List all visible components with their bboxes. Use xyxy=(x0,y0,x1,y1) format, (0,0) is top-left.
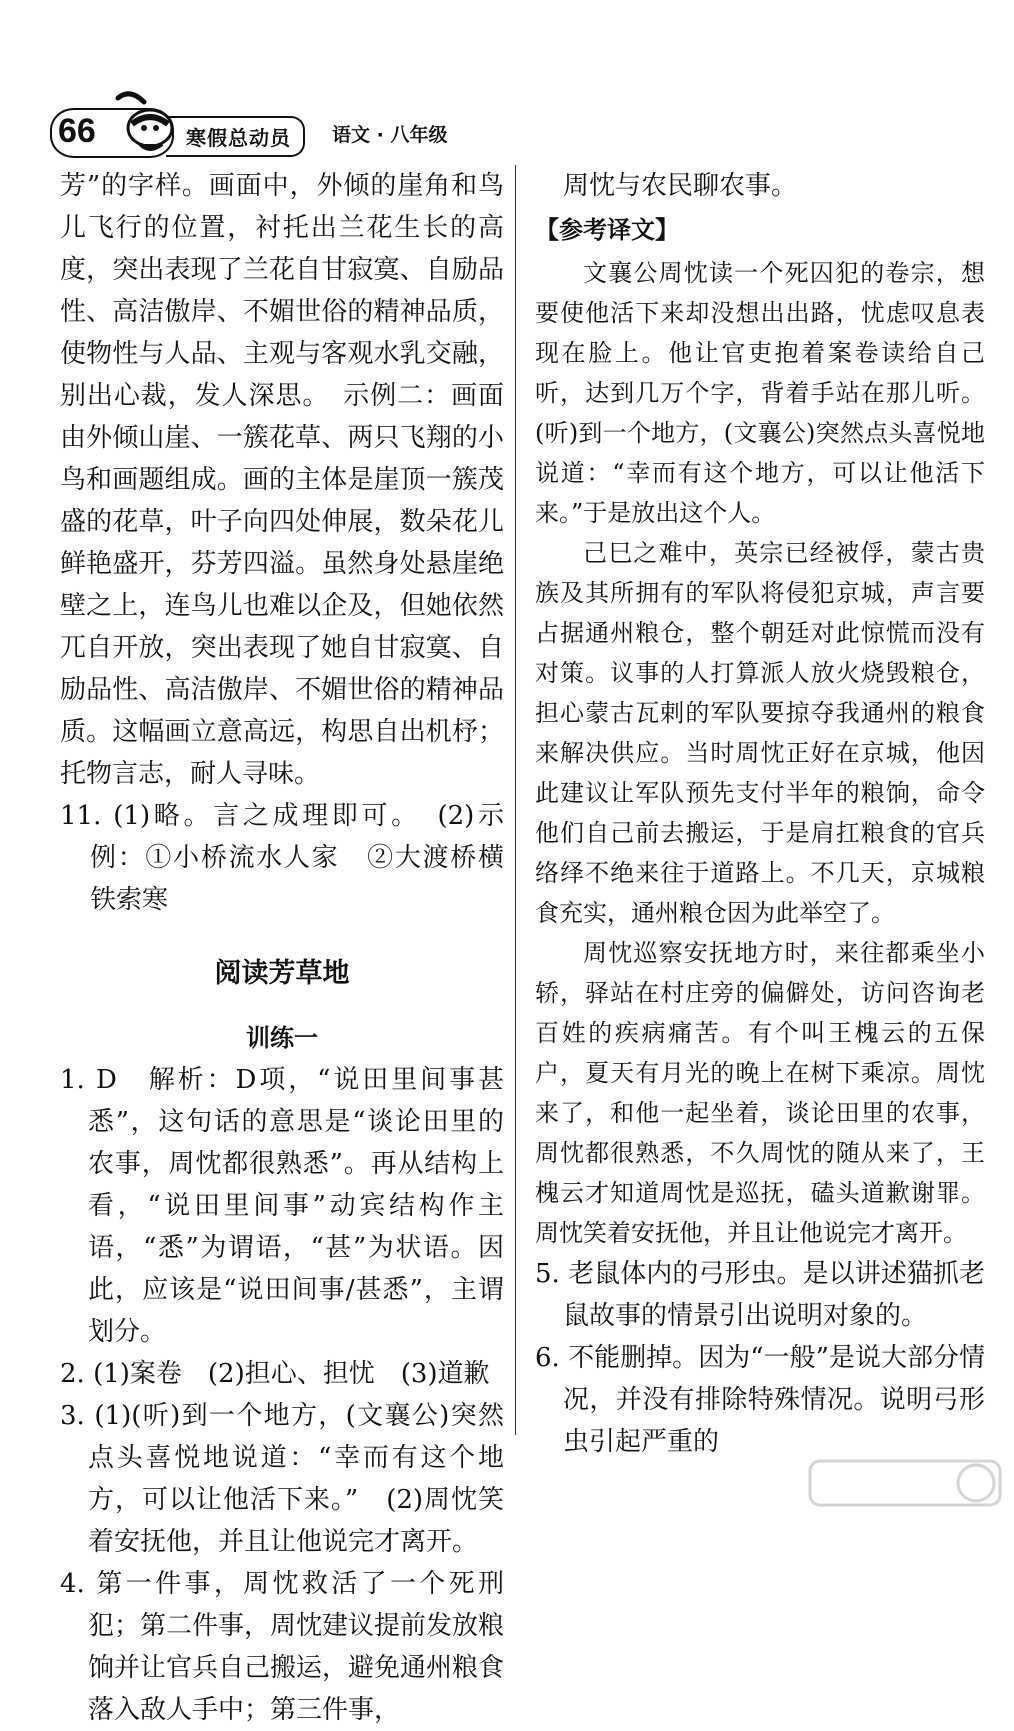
translation-paragraph-3: 周忱巡察安抚地方时，来往都乘坐小轿，驿站在村庄旁的偏僻处，访问咨询老百姓的疾病痛苦。有个叫王槐云的五保户，夏天有月光的晚上在树下乘凉。周忱来了，和他一起坐着，谈论田里的农事，周忱都很熟悉，不久周忱的随从来了，王槐云才知道周忱是巡抚，磕头道歉谢罪。周忱笑着安抚他，并且让他说完才离开。 xyxy=(535,939,985,1247)
sub-title: 训练一 xyxy=(246,1024,318,1052)
translation-paragraph-2: 己巳之难中，英宗已经被俘，蒙古贵族及其所拥有的军队将侵犯京城，声言要占据通州粮仓，整个朝廷对此惊慌而没有对策。议事的人打算派人放火烧毁粮仓，担心蒙古瓦剌的军队要掠夺我通州的粮食来解决供应。当时周忱正好在京城，他因此建议让军队预先支付半年的粮饷，命令他们自己前去搬运，于是肩扛粮食的官兵络绎不绝来往于道路上。不几天，京城粮食充实，通州粮仓因为此举空了。 xyxy=(535,539,985,927)
answer-6: 6. 不能删掉。因为“一般”是说大部分情况，并没有排除特殊情况。说明弓形虫引起严重的 xyxy=(535,1343,985,1457)
page-header xyxy=(0,0,1014,160)
book-title: 寒假总动员 xyxy=(166,116,305,157)
right-column xyxy=(535,165,985,1463)
reference-translation-heading: 【参考译文】 xyxy=(535,216,679,244)
answer-1: 1. D 解析：D项，“说田里间事甚悉”，这句话的意思是“谈论田里的农事，周忱都很熟悉”。再从结构上看，“说田里间事”动宾结构作主语，“悉”为谓语，“甚”为状语。因此，应该是“说田间事/甚悉”，主谓划分。 xyxy=(60,1065,504,1347)
column-divider xyxy=(515,165,516,1435)
left-column xyxy=(60,165,504,1731)
answer-4-continued: 周忱与农民聊农事。 xyxy=(563,171,798,201)
page-number: 66 xyxy=(58,112,96,150)
answer-10-continued: 芳”的字样。画面中，外倾的崖角和鸟儿飞行的位置，衬托出兰花生长的高度，突出表现了兰花自甘寂寞、自励品性、高洁傲岸、不媚世俗的精神品质，使物性与人品、主观与客观水乳交融，别出心裁，发人深思。 示例二：画面由外倾山崖、一簇花草、两只飞翔的小鸟和画题组成。画的主体是崖顶一簇茂盛的花草，叶子向四处伸展，数朵花儿鲜艳盛开，芬芳四溢。虽然身处悬崖绝壁之上，连鸟儿也难以企及，但她依然兀自开放，突出表现了她自甘寂寞、自励品性、高洁傲岸、不媚世俗的精神品质。这幅画立意高远，构思自出机杼；托物言志，耐人寻味。 xyxy=(60,171,504,789)
answer-4: 4. 第一件事，周忱救活了一个死刑犯；第二件事，周忱建议提前发放粮饷并让官兵自己搬运，避免通州粮食落入敌人手中；第三件事， xyxy=(60,1569,505,1725)
translation-paragraph-1: 文襄公周忱读一个死囚犯的卷宗，想要使他活下来却没想出出路，忧虑叹息表现在脸上。他让官吏抱着案卷读给自己听，达到几万个字，背着手站在那儿听。(听)到一个地方，(文襄公)突然点头喜悦地说道：“幸而有这个地方，可以让他活下来。”于是放出这个人。 xyxy=(535,259,985,527)
answer-5: 5. 老鼠体内的弓形虫。是以讲述猫抓老鼠故事的情景引出说明对象的。 xyxy=(535,1259,985,1331)
answer-3: 3. (1)(听)到一个地方，(文襄公)突然点头喜悦地说道：“幸而有这个地方，可以让他活下来。” (2)周忱笑着安抚他，并且让他说完才离开。 xyxy=(60,1401,504,1557)
section-title: 阅读芳草地 xyxy=(214,958,350,989)
answer-11: 11. (1)略。言之成理即可。 (2)示例：①小桥流水人家 ②大渡桥横铁索寒 xyxy=(60,801,504,915)
watermark-logo xyxy=(800,1455,1010,1535)
answer-2: 2. (1)案卷 (2)担心、担忧 (3)道歉 xyxy=(60,1359,490,1389)
subject-grade: 语文 · 八年级 xyxy=(332,124,448,146)
